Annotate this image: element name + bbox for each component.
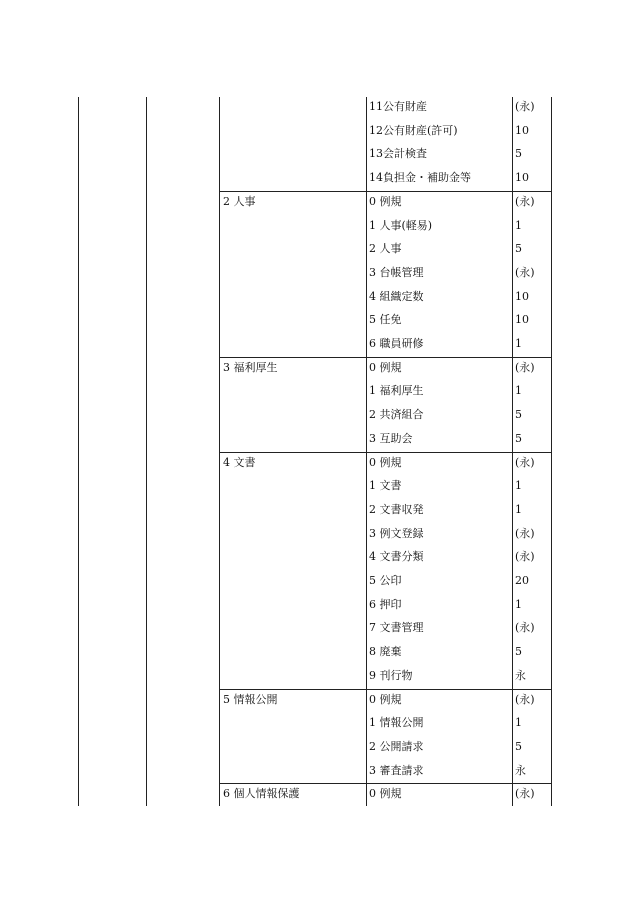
group-separator (219, 452, 552, 453)
retention-period: (永) (515, 621, 535, 634)
item-label: 3 例文登録 (369, 527, 424, 540)
retention-period: (永) (515, 550, 535, 563)
retention-period: 5 (515, 408, 522, 421)
retention-period: 1 (515, 716, 522, 729)
retention-period: (永) (515, 100, 535, 113)
retention-period: 10 (515, 124, 529, 137)
column-rule (146, 97, 147, 806)
item-label: 0 例規 (369, 361, 402, 374)
retention-period: (永) (515, 527, 535, 540)
item-label: 11公有財産 (369, 100, 427, 113)
retention-period: (永) (515, 456, 535, 469)
item-label: 0 例規 (369, 693, 402, 706)
group-name: 6 個人情報保護 (223, 787, 300, 800)
item-label: 2 共済組合 (369, 408, 424, 421)
column-rule (78, 97, 79, 806)
retention-period: (永) (515, 693, 535, 706)
retention-period: 5 (515, 147, 522, 160)
retention-period: 10 (515, 313, 529, 326)
item-label: 4 文書分類 (369, 550, 424, 563)
retention-period: 1 (515, 479, 522, 492)
retention-period: (永) (515, 195, 535, 208)
retention-period: 1 (515, 598, 522, 611)
retention-period: 5 (515, 432, 522, 445)
item-label: 0 例規 (369, 456, 402, 469)
retention-period: 5 (515, 242, 522, 255)
item-label: 1 文書 (369, 479, 402, 492)
item-label: 2 文書収発 (369, 503, 424, 516)
item-label: 6 押印 (369, 598, 402, 611)
group-name: 2 人事 (223, 195, 256, 208)
retention-period: 20 (515, 574, 529, 587)
item-label: 0 例規 (369, 787, 402, 800)
item-label: 12公有財産(許可) (369, 124, 458, 137)
item-label: 3 台帳管理 (369, 266, 424, 279)
retention-period: 永 (515, 669, 526, 682)
item-label: 3 審査請求 (369, 764, 424, 777)
retention-period: (永) (515, 787, 535, 800)
item-label: 1 人事(軽易) (369, 219, 433, 232)
retention-period: 5 (515, 645, 522, 658)
group-name: 5 情報公開 (223, 693, 278, 706)
retention-period: 1 (515, 219, 522, 232)
retention-period: 1 (515, 384, 522, 397)
item-label: 4 組織定数 (369, 290, 424, 303)
item-label: 5 任免 (369, 313, 402, 326)
item-label: 5 公印 (369, 574, 402, 587)
retention-period: 5 (515, 740, 522, 753)
item-label: 13会計検査 (369, 147, 427, 160)
retention-period: 10 (515, 290, 529, 303)
item-label: 1 福利厚生 (369, 384, 424, 397)
retention-period: 永 (515, 764, 526, 777)
retention-period: 1 (515, 503, 522, 516)
item-label: 1 情報公開 (369, 716, 424, 729)
group-separator (219, 191, 552, 192)
retention-period: 10 (515, 171, 529, 184)
item-label: 7 文書管理 (369, 621, 424, 634)
retention-period: (永) (515, 361, 535, 374)
item-label: 3 互助会 (369, 432, 413, 445)
item-label: 9 刊行物 (369, 669, 413, 682)
item-label: 0 例規 (369, 195, 402, 208)
item-label: 2 人事 (369, 242, 402, 255)
retention-period: 1 (515, 337, 522, 350)
group-separator (219, 357, 552, 358)
group-separator (219, 689, 552, 690)
item-label: 6 職員研修 (369, 337, 424, 350)
item-label: 8 廃棄 (369, 645, 402, 658)
group-separator (219, 783, 552, 784)
group-name: 4 文書 (223, 456, 256, 469)
group-name: 3 福利厚生 (223, 361, 278, 374)
item-label: 14負担金・補助金等 (369, 171, 471, 184)
item-label: 2 公開請求 (369, 740, 424, 753)
retention-period: (永) (515, 266, 535, 279)
